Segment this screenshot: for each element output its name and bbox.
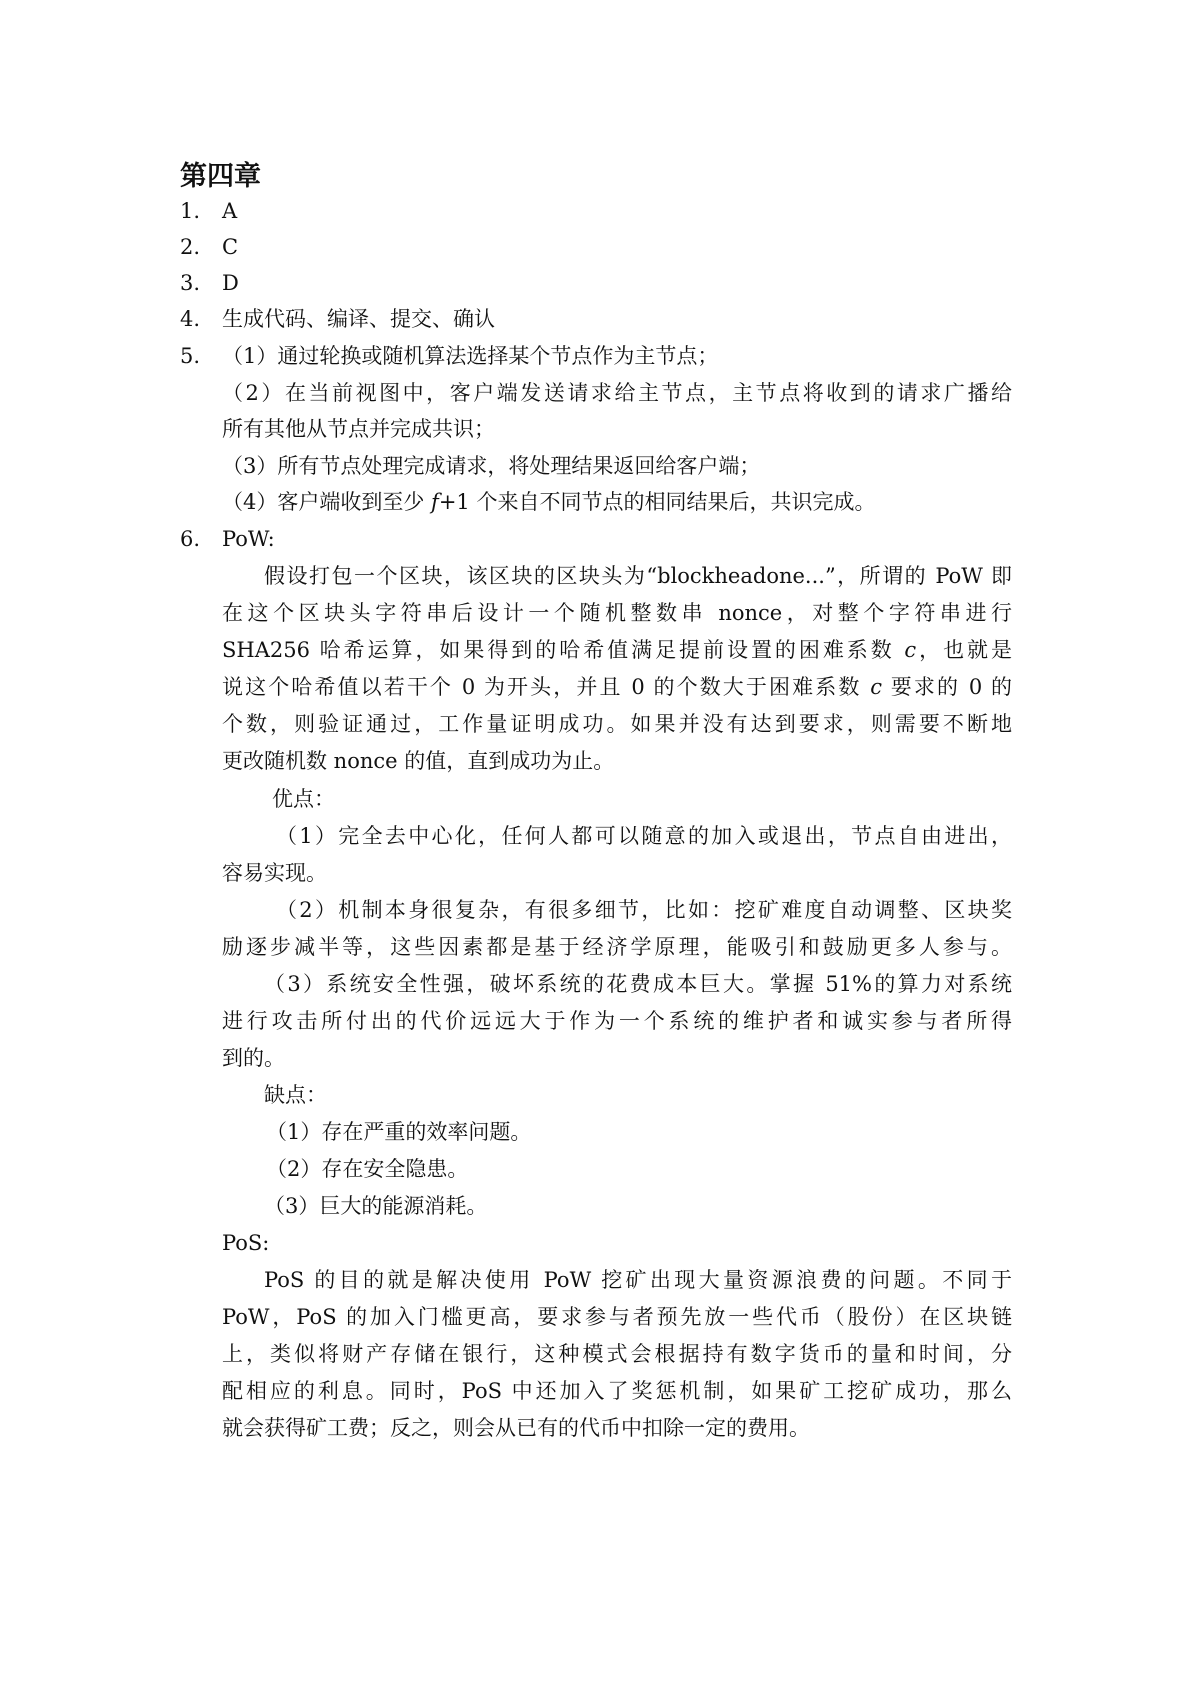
item-number: 4. (180, 307, 201, 331)
paragraph-line: （2）存在安全隐患。 (266, 1157, 469, 1181)
paragraph-line: 到的。 (222, 1046, 285, 1070)
paragraph-line: 在这个区块头字符串后设计一个随机整数串 nonce，对整个字符串进行 (222, 601, 1012, 625)
paragraph-line: （3）所有节点处理完成请求，将处理结果返回给客户端； (222, 454, 761, 478)
paragraph-line: （1）完全去中心化，任何人都可以随意的加入或退出，节点自由进出， (276, 824, 1012, 848)
section-label: PoW: (222, 527, 275, 551)
paragraph-line: 个数，则验证通过，工作量证明成功。如果并没有达到要求，则需要不断地 (222, 712, 1012, 736)
text-run: 要求的 0 的 (881, 675, 1012, 699)
text-run: ，也就是 (916, 638, 1012, 662)
section-label: PoS: (222, 1231, 270, 1255)
answer-text: D (222, 271, 239, 295)
variable-c: c (904, 638, 917, 662)
paragraph-line: 配相应的利息。同时，PoS 中还加入了奖惩机制，如果矿工挖矿成功，那么 (222, 1379, 1012, 1403)
item-number: 5. (180, 344, 201, 368)
answer-text: 生成代码、编译、提交、确认 (222, 307, 495, 331)
variable-c: c (870, 675, 882, 699)
paragraph-line: （3）系统安全性强，破坏系统的花费成本巨大。掌握 51%的算力对系统 (264, 972, 1012, 996)
paragraph-line (222, 487, 875, 517)
text-run: （4）客户端收到至少 (222, 490, 432, 514)
answer-text: A (222, 199, 238, 223)
section-label: 缺点： (264, 1083, 327, 1107)
paragraph-line: 容易实现。 (222, 861, 327, 885)
answer-text: （1）通过轮换或随机算法选择某个节点作为主节点； (222, 344, 719, 368)
paragraph-line: （1）存在严重的效率问题。 (266, 1120, 532, 1144)
variable-f: f (431, 490, 439, 514)
answer-text: C (222, 235, 239, 259)
paragraph-line: （2）在当前视图中，客户端发送请求给主节点，主节点将收到的请求广播给 (222, 381, 1012, 405)
paragraph-line: 所有其他从节点并完成共识； (222, 417, 495, 441)
paragraph-line: 更改随机数 nonce 的值，直到成功为止。 (222, 749, 615, 773)
paragraph-line: （2）机制本身很复杂，有很多细节，比如：挖矿难度自动调整、区块奖 (276, 898, 1012, 922)
paragraph-line (222, 635, 1012, 665)
paragraph-line: （3）巨大的能源消耗。 (264, 1194, 488, 1218)
paragraph-line (222, 672, 1012, 702)
item-number: 6. (180, 527, 201, 551)
item-number: 2. (180, 235, 201, 259)
paragraph-line: 假设打包一个区块，该区块的区块头为“blockheadone...”，所谓的 PoW 即 (264, 564, 1012, 588)
chapter-title: 第四章 (180, 161, 261, 192)
text-run: SHA256 哈希运算，如果得到的哈希值满足提前设置的困难系数 (222, 638, 905, 662)
item-number: 1. (180, 199, 201, 223)
paragraph-line: PoW，PoS 的加入门槛更高，要求参与者预先放一些代币（股份）在区块链 (222, 1305, 1012, 1329)
item-number: 3. (180, 271, 201, 295)
paragraph-line: 励逐步减半等，这些因素都是基于经济学原理，能吸引和鼓励更多人参与。 (222, 935, 1012, 959)
text-run: +1 个来自不同节点的相同结果后，共识完成。 (438, 490, 876, 514)
text-run: 说这个哈希值以若干个 0 为开头，并且 0 的个数大于困难系数 (222, 675, 871, 699)
paragraph-line: PoS 的目的就是解决使用 PoW 挖矿出现大量资源浪费的问题。不同于 (264, 1268, 1012, 1292)
paragraph-line: 上，类似将财产存储在银行，这种模式会根据持有数字货币的量和时间，分 (222, 1342, 1012, 1366)
paragraph-line: 进行攻击所付出的代价远远大于作为一个系统的维护者和诚实参与者所得 (222, 1009, 1012, 1033)
section-label: 优点： (272, 787, 335, 811)
paragraph-line: 就会获得矿工费；反之，则会从已有的代币中扣除一定的费用。 (222, 1416, 810, 1440)
